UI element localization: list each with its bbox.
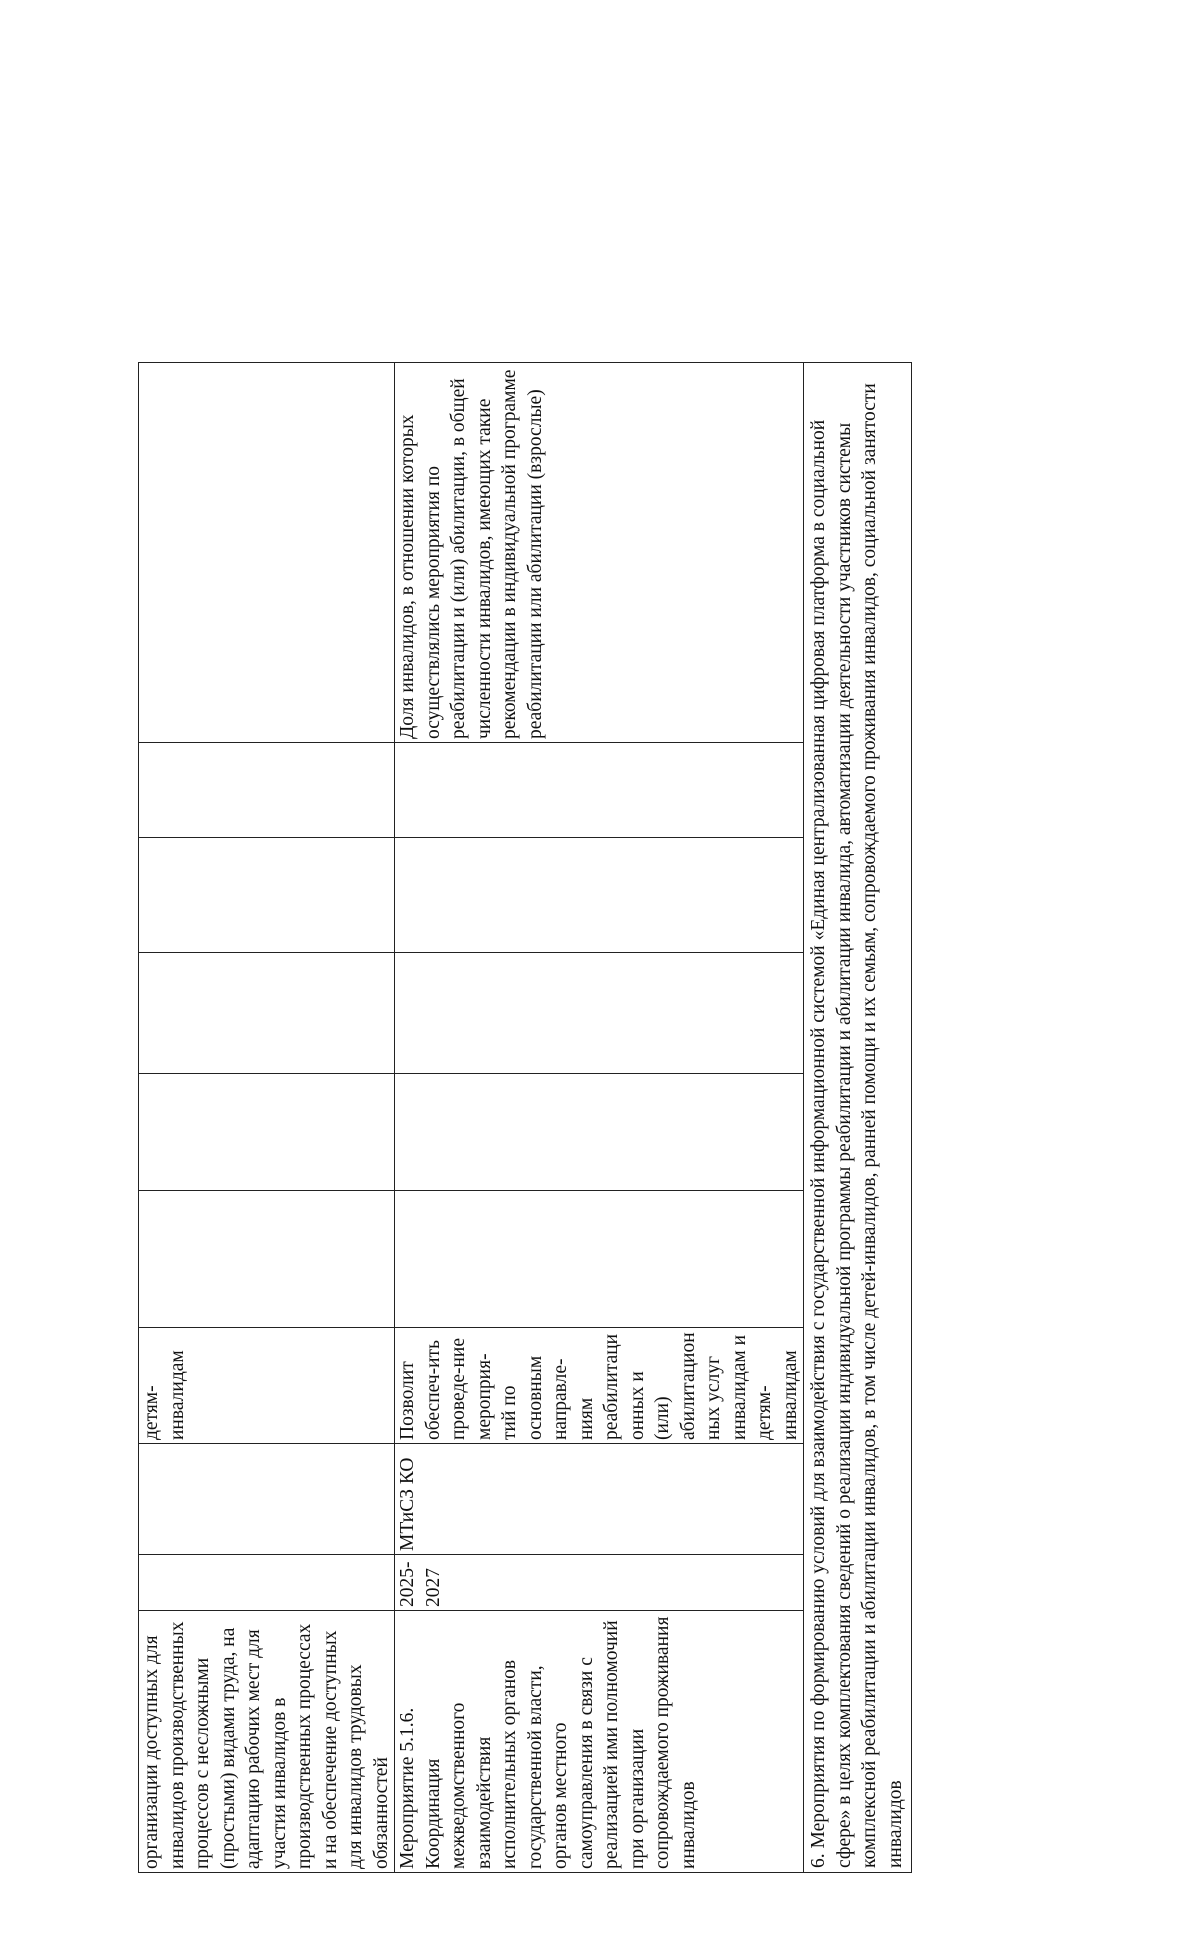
section-heading-cell [804,363,912,1873]
rotated-page [138,363,906,1873]
program-table [138,362,912,1873]
value-cell-8 [395,838,804,953]
value-cell-5 [395,1191,804,1328]
value-cell-9 [395,743,804,838]
period-cell [139,1555,395,1611]
value-cell-8 [139,838,395,953]
indicator-text: Доля инвалидов, в отношении которых осуществлялись мероприятия по реабилитации и (или) абилитации, в общей численности инвалидов, имеющих такие рекомендации в индивидуальной программе реабилитации или абилитации (взрослые) [397,369,546,739]
result-text: детям-инвалидам [141,1350,188,1440]
executor-text: МТиСЗ КО [397,1457,418,1551]
table-row-continuation [139,363,395,1873]
indicator-cell [395,363,804,743]
measure-cell [139,1611,395,1873]
value-cell-9 [139,743,395,838]
measure-text: Мероприятие 5.1.6. Координация межведомственного взаимодействия исполнительных органов государственной власти, органов местного самоуправления в связи с реализацией ими полномочий при организации сопровождаемого проживания инвалидов [397,1616,699,1869]
result-cell [395,1328,804,1444]
result-cell [139,1328,395,1444]
measure-text: организации доступных для инвалидов производственных процессов с несложными (простыми) видами труда, на адаптацию рабочих мест для участия инвалидов в производственных процессах и на обеспечение доступных для инвалидов трудовых обязанностей [141,1621,392,1869]
value-cell-7 [139,953,395,1074]
executor-cell [395,1444,804,1555]
table-row-section-6 [804,363,912,1873]
period-cell [395,1555,804,1611]
period-text: 2025-2027 [397,1561,444,1607]
section-heading-text: 6. Мероприятия по формированию условий для взаимодействия с государственной информационной системой «Единая централизованная цифровая платформа в социальной сфере» в целях комплектования сведений о реализации индивидуальной программы реабилитации и абилитации инвалида, автоматизации деятельности участников системы комплексной реабилитации и абилитации инвалидов, в том числе детей-инвалидов, ранней помощи и их семьям, сопровождаемого проживания инвалидов, социальной занятости инвалидов [808,383,906,1868]
indicator-cell [139,363,395,743]
executor-cell [139,1444,395,1555]
measure-cell [395,1611,804,1873]
value-cell-7 [395,953,804,1074]
value-cell-6 [139,1074,395,1191]
table-row-5-1-6 [395,363,804,1873]
value-cell-5 [139,1191,395,1328]
value-cell-6 [395,1074,804,1191]
result-text: Позволит обеспеч-ить проведе-ние мероприя-тий по основным направле-ниям реабилитационных и (или) абилитационных услуг инвалидам и детям-инвалидам [397,1332,801,1440]
